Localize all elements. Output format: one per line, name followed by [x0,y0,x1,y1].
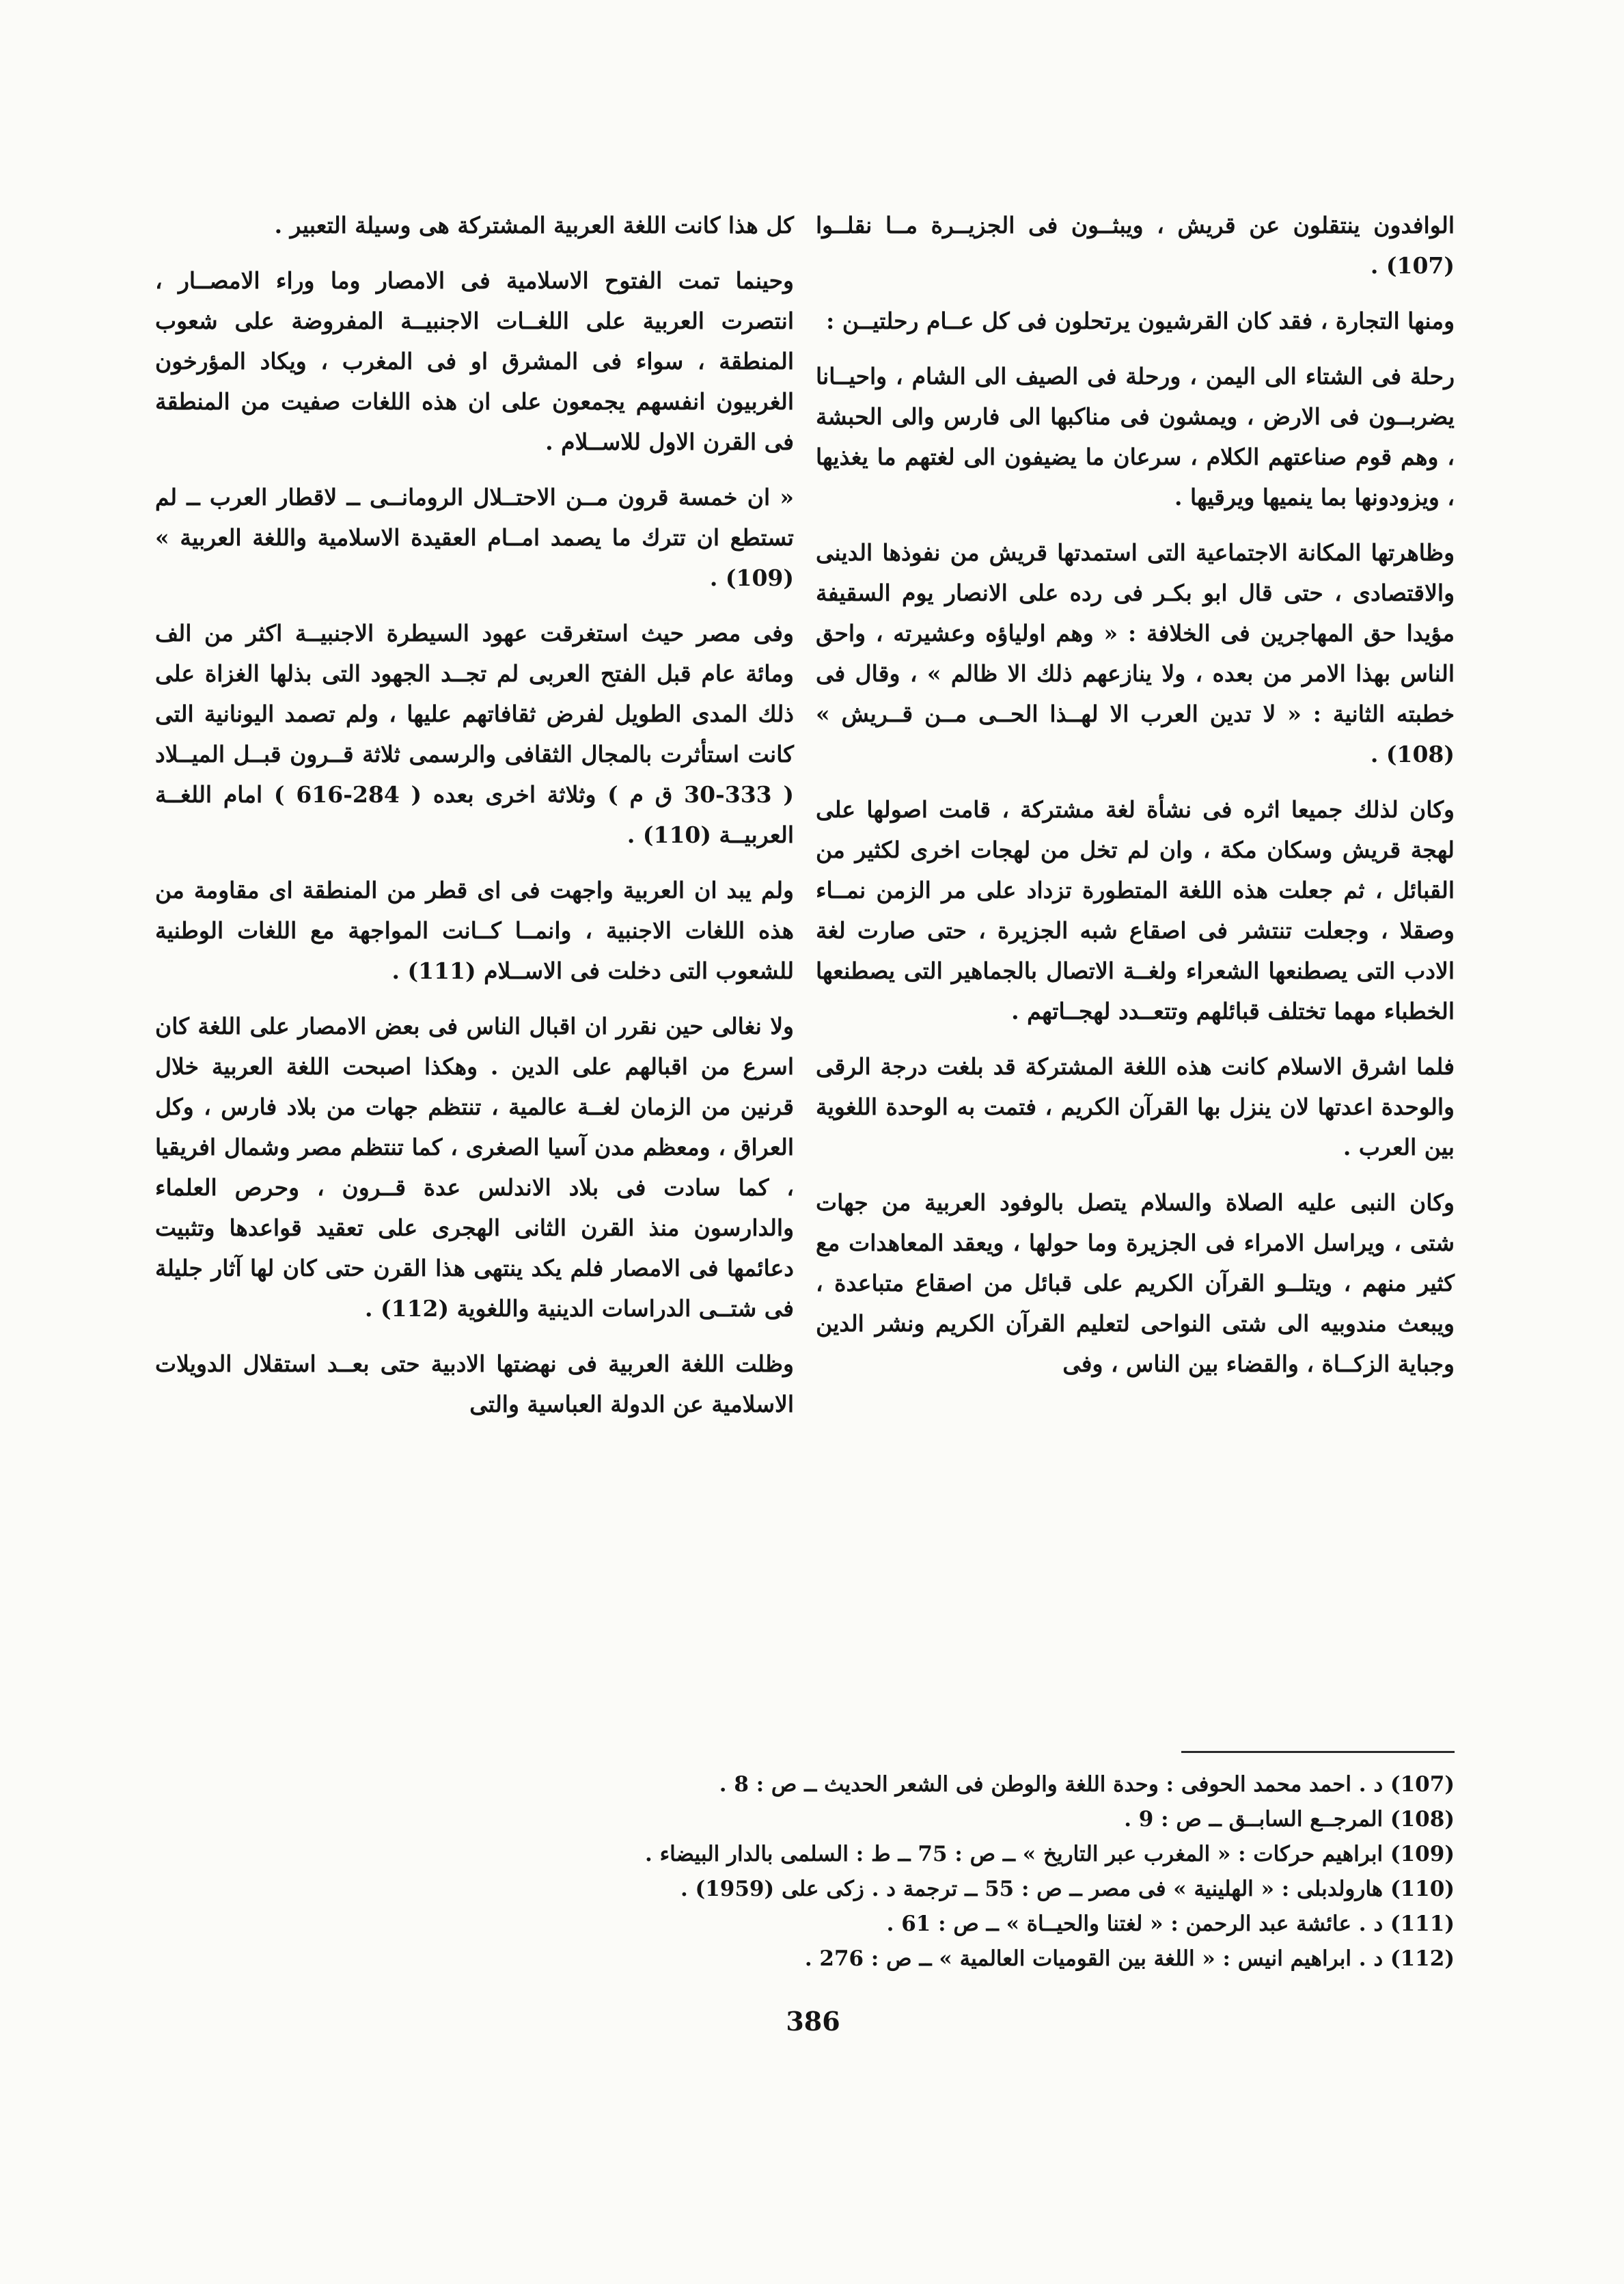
paragraph: ولم يبد ان العربية واجهت فى اى قطر من المنطقة اى مقاومة من هذه اللغات الاجنبية ، وانمــا كــانت المواجهة مع اللغات الوطنية للشعوب التى دخلت فى الاســلام (111) . [155,877,794,984]
paragraph: رحلة فى الشتاء الى اليمن ، ورحلة فى الصيف الى الشام ، واحيــانا يضربــون فى الارض ، ويمشون فى مناكبها الى فارس والى الحبشة ، وهم قوم صناعتهم الكلام ، سرعان ما يضيفون الى لغتهم ما يغذيها ، ويزودونها بما ينميها ويرقيها . [816,363,1455,511]
quotation-paragraph: « ان خمسة قرون مــن الاحتــلال الرومانــى ــ لاقطار العرب ــ لم تستطع ان تترك ما يصمد امــام العقيدة الاسلامية واللغة العربية » (109) . [155,484,794,591]
footnotes-list [170,1767,1455,1976]
paragraph: وكان لذلك جميعا اثره فى نشأة لغة مشتركة ، قامت اصولها على لهجة قريش وسكان مكة ، وان لم تخل من لهجات اخرى لكثير من القبائل ، ثم جعلت هذه اللغة المتطورة تزداد على مر الزمن نمــاء وصقلا ، وجعلت تنتشر فى اصقاع شبه الجزيرة ، حتى صارت لغة الادب التى يصطنعها الشعراء ولغــة الاتصال بالجماهير التى يصطنعها الخطباء مهما تختلف قبائلهم وتتعــدد لهجــاتهم . [816,796,1455,1024]
footnote: (108) المرجــع السابــق ــ ص : 9 . [1124,1807,1455,1832]
footnote: (109) ابراهيم حركات : « المغرب عبر التاريخ » ــ ص : 75 ــ ط : السلمى بالدار البيضاء . [645,1842,1455,1866]
paragraph: ولا نغالى حين نقرر ان اقبال الناس فى بعض الامصار على اللغة كان اسرع من اقبالهم على الدين . وهكذا اصبحت اللغة العربية خلال قرنين من الزمان لغــة عالمية ، تنتظم جهات من بلاد فارس ، وكل العراق ، ومعظم مدن آسيا الصغرى ، كما تنتظم مصر وشمال افريقيا ، كما سادت فى بلاد الاندلس عدة قــرون ، وحرص العلماء والدارسون منذ القرن الثانى الهجرى على تعقيد قواعدها وتثبيت دعائمها فى الامصار فلم يكد ينتهى هذا القرن حتى كان لها آثار جليلة فى شتــى الدراسات الدينية واللغوية (112) . [155,1013,794,1322]
paragraph: كل هذا كانت اللغة العربية المشتركة هى وسيلة التعبير . [274,212,794,239]
paragraph: فلما اشرق الاسلام كانت هذه اللغة المشتركة قد بلغت درجة الرقى والوحدة اعدتها لان ينزل بها القرآن الكريم ، فتمت به الوحدة اللغوية بين العرب . [816,1053,1455,1160]
paragraph: وكان النبى عليه الصلاة والسلام يتصل بالوفود العربية من جهات شتى ، ويراسل الامراء فى الجزيرة وما حولها ، ويعقد المعاهدات مع كثير منهم ، ويتلــو القرآن الكريم على قبائل من اصقاع متباعدة ، ويبعث مندوبيه الى شتى النواحى لتعليم القرآن الكريم ونشر الدين وجباية الزكــاة ، والقضاء بين الناس ، وفى [816,1189,1455,1377]
paragraph: الوافدون ينتقلون عن قريش ، ويبثــون فى الجزيــرة مــا نقلــوا (107) . [816,212,1455,279]
text-column-right [816,205,1455,1399]
paragraph: وفى مصر حيث استغرقت عهود السيطرة الاجنبيــة اكثر من الف ومائة عام قبل الفتح العربى لم تجــد الجهود التى بذلها الغزاة على ذلك المدى الطويل لفرض ثقافاتهم عليها ، ولم تصمد اليونانية التى كانت استأثرت بالمجال الثقافى والرسمى ثلاثة قــرون قبــل الميــلاد ( 333-30 ق م ) وثلاثة اخرى بعده ( 284-616 ) امام اللغــة العربيــة (110) . [155,620,795,848]
paragraph: ومنها التجارة ، فقد كان القرشيون يرتحلون فى كل عــام رحلتيــن : [826,308,1455,334]
paragraph: وظلت اللغة العربية فى نهضتها الادبية حتى بعــد استقلال الدويلات الاسلامية عن الدولة العباسية والتى [155,1350,794,1417]
footnote: (111) د . عائشة عبد الرحمن : « لغتنا والحيــاة » ــ ص : 61 . [886,1912,1455,1936]
page-number: 386 [786,2006,840,2037]
footnote: (110) هارولدبلى : « الهلينية » فى مصر ــ ص : 55 ــ ترجمة د . زكى على (1959) . [680,1877,1455,1901]
text-column-left [155,205,794,1439]
footnote-separator [1181,1751,1455,1753]
paragraph: وحينما تمت الفتوح الاسلامية فى الامصار وما وراء الامصــار ، انتصرت العربية على اللغــات الاجنبيــة المفروضة على شعوب المنطقة ، سواء فى المشرق او فى المغرب ، ويكاد المؤرخون الغربيون انفسهم يجمعون على ان هذه اللغات صفيت من المنطقة فى القرن الاول للاســلام . [155,267,794,455]
footnote: (107) د . احمد محمد الحوفى : وحدة اللغة والوطن فى الشعر الحديث ــ ص : 8 . [719,1772,1455,1797]
footnote: (112) د . ابراهيم انيس : « اللغة بين القوميات العالمية » ــ ص : 276 . [804,1946,1455,1971]
paragraph: وظاهرتها المكانة الاجتماعية التى استمدتها قريش من نفوذها الدينى والاقتصادى ، حتى قال ابو بكـر فى رده على الانصار يوم السقيفة مؤيدا حق المهاجرين فى الخلافة : « وهم اولياؤه وعشيرته ، واحق الناس بهذا الامر من بعده ، ولا ينازعهم ذلك الا ظالم » ، وقال فى خطبته الثانية : « لا تدين العرب الا لهــذا الحــى مــن قــريش » (108) . [816,539,1455,767]
